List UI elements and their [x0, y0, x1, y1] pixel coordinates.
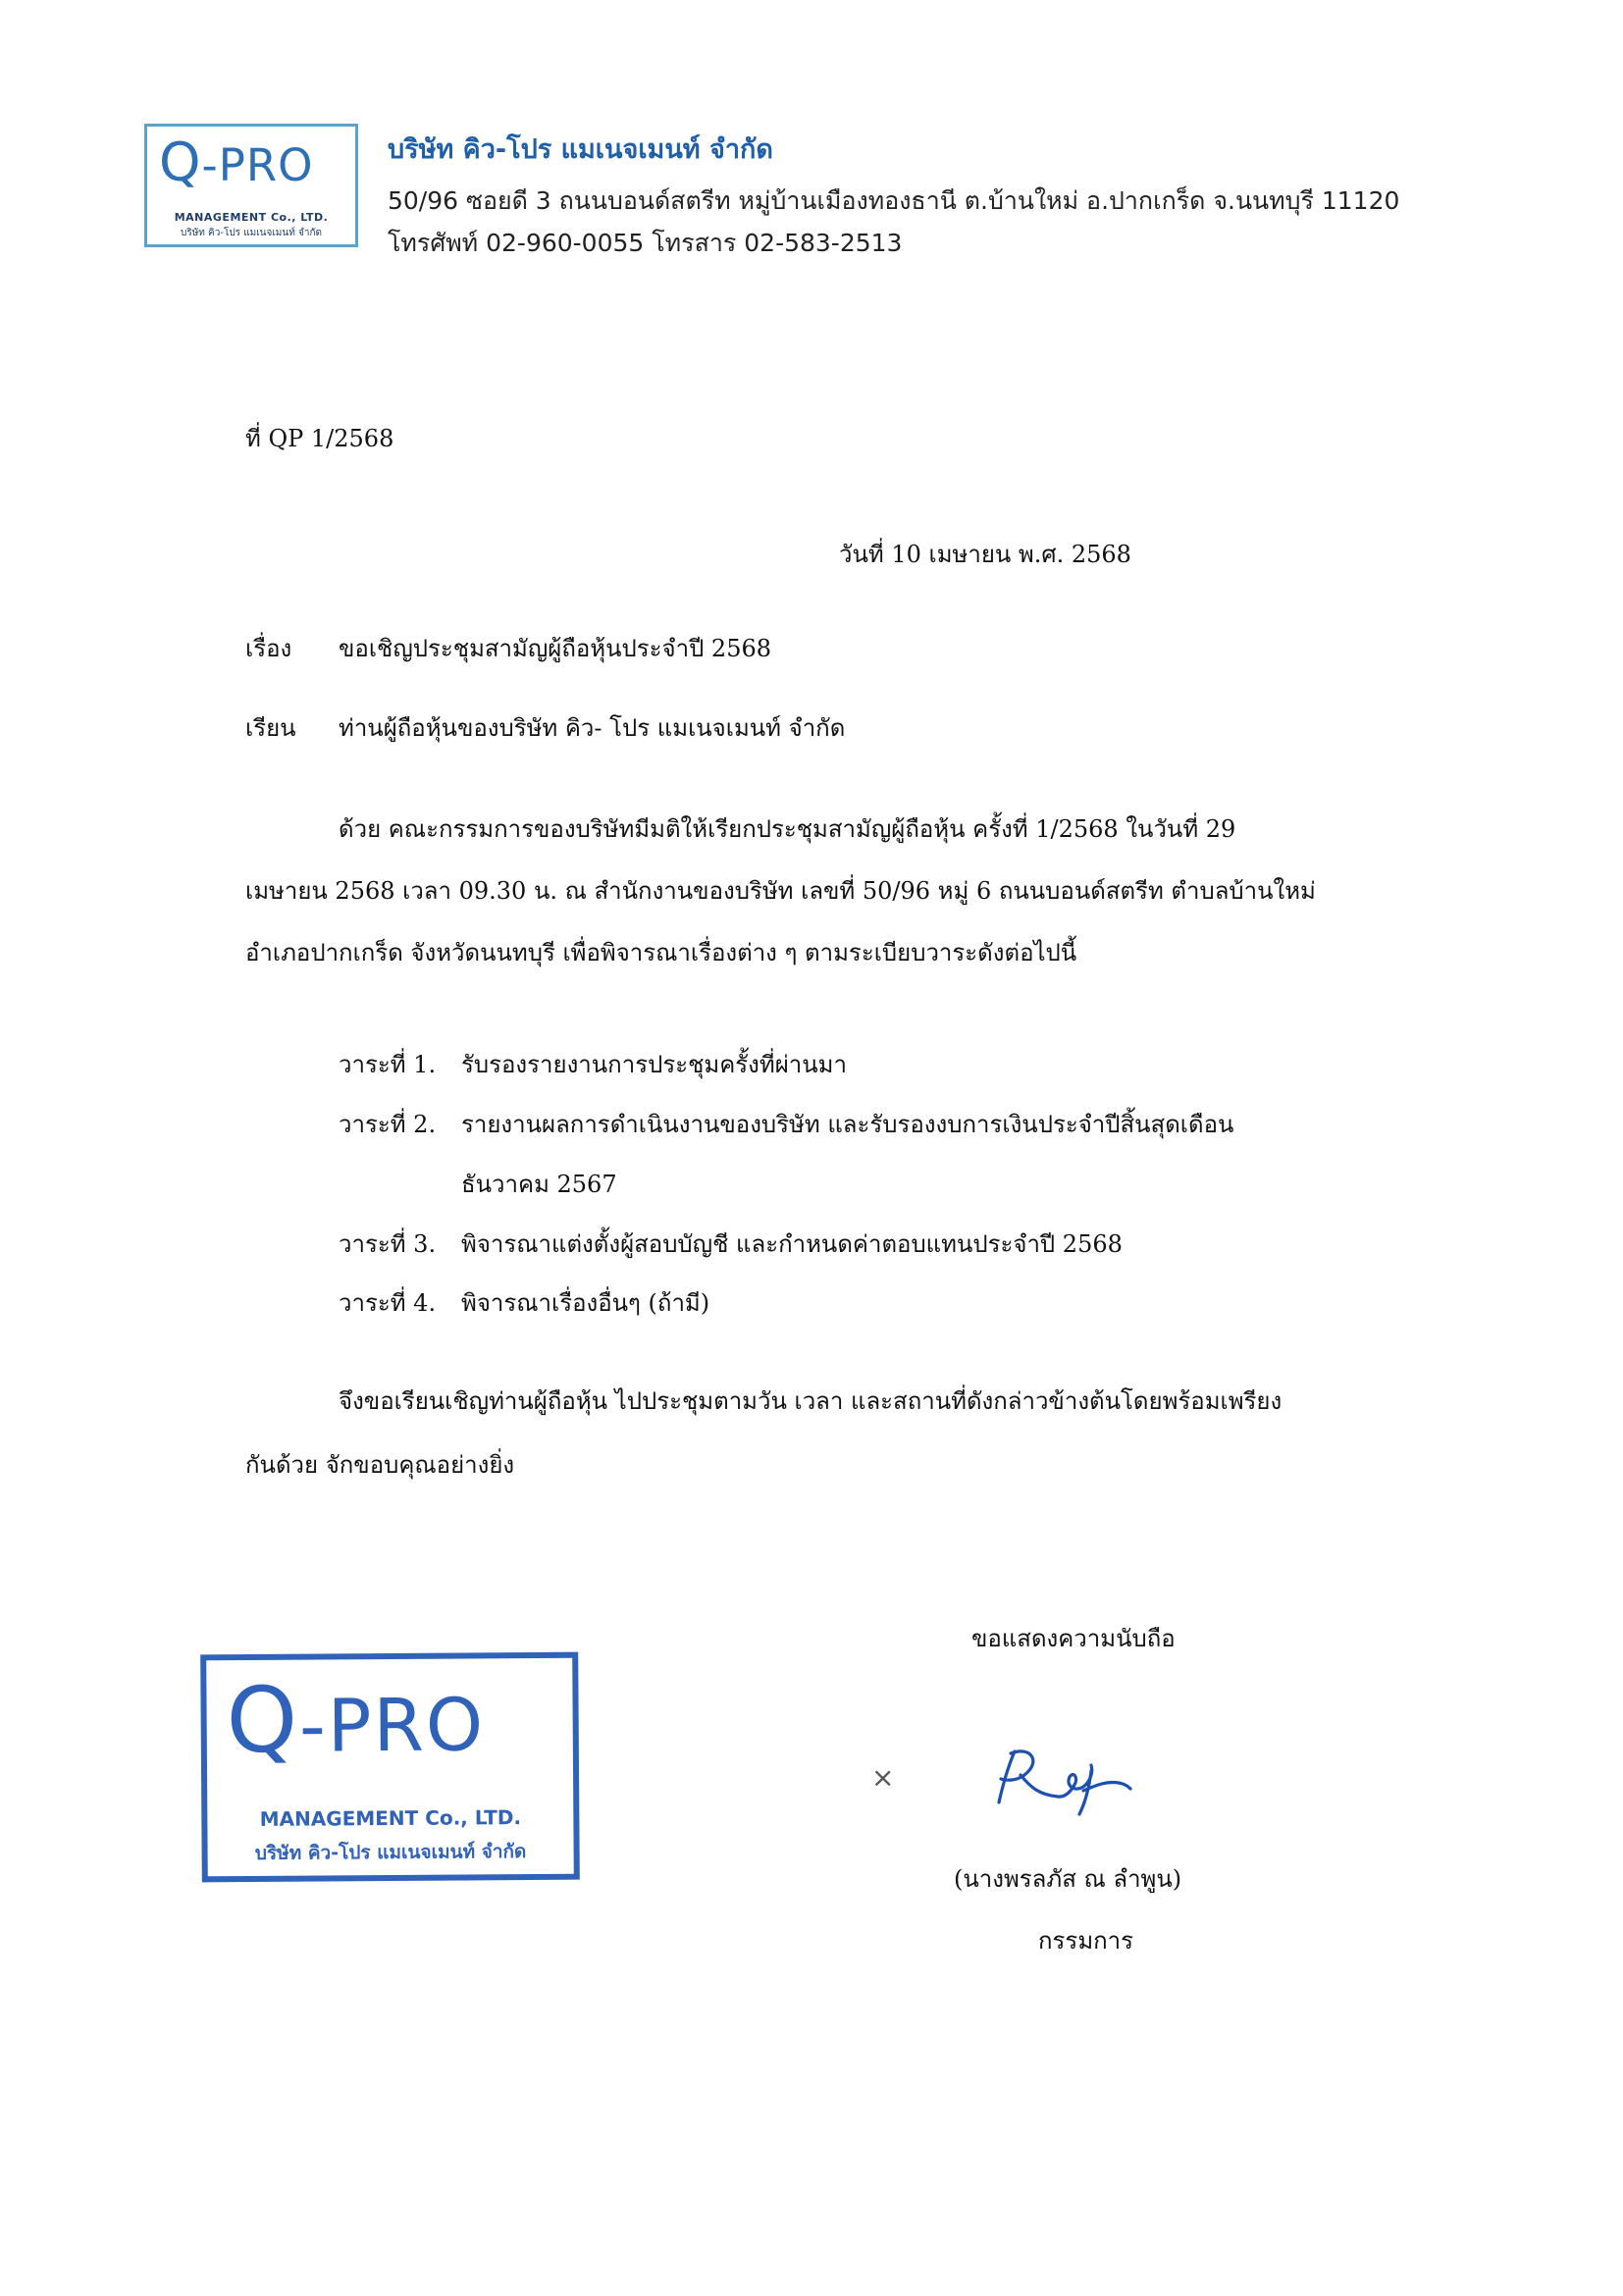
agenda-item: รับรองรายงานการประชุมครั้งที่ผ่านมา	[461, 1051, 847, 1078]
logo-wordmark	[159, 131, 314, 193]
company-phone: โทรศัพท์ 02-960-0055 โทรสาร 02-583-2513	[388, 229, 903, 257]
paragraph-line: ด้วย คณะกรรมการของบริษัทมีมติให้เรียกประชุมสามัญผู้ถือหุ้น ครั้งที่ 1/2568 ในวันที่ 29	[339, 815, 1236, 843]
agenda-item-continuation: ธันวาคม 2567	[461, 1171, 617, 1198]
sign-here-mark: ×	[871, 1761, 895, 1794]
stamp-text: -PRO	[298, 1683, 486, 1769]
agenda-label: วาระที่ 2.	[339, 1111, 437, 1138]
signer-name: (นางพรลภัส ณ ลำพูน)	[954, 1865, 1182, 1893]
closing-text: ขอแสดงความนับถือ	[971, 1625, 1176, 1652]
paragraph-line: จึงขอเรียนเชิญท่านผู้ถือหุ้น ไปประชุมตามวัน เวลา และสถานที่ดังกล่าวข้างต้นโดยพร้อมเพรียง	[339, 1387, 1283, 1415]
logo-text: -PRO	[201, 139, 314, 191]
letter-date: วันที่ 10 เมษายน พ.ศ. 2568	[839, 541, 1131, 568]
subject-label: เรื่อง	[245, 635, 292, 662]
handwritten-signature	[981, 1742, 1138, 1820]
company-stamp	[200, 1652, 580, 1883]
company-address: 50/96 ซอยดี 3 ถนนบอนด์สตรีท หมู่บ้านเมืองทองธานี ต.บ้านใหม่ อ.ปากเกร็ด จ.นนทบุรี 11120	[388, 186, 1400, 215]
agenda-item: พิจารณาเรื่องอื่นๆ (ถ้ามี)	[461, 1289, 710, 1317]
paragraph-line: อำเภอปากเกร็ด จังหวัดนนทบุรี เพื่อพิจารณาเรื่องต่าง ๆ ตามระเบียบวาระดังต่อไปนี้	[245, 939, 1077, 966]
reference-number: ที่ QP 1/2568	[245, 425, 394, 452]
company-logo	[144, 124, 358, 247]
recipient-label: เรียน	[245, 714, 296, 742]
stamp-letter: Q	[226, 1667, 300, 1774]
subject-text: ขอเชิญประชุมสามัญผู้ถือหุ้นประจำปี 2568	[339, 635, 772, 662]
paragraph-line: กันด้วย จักขอบคุณอย่างยิ่ง	[245, 1451, 515, 1479]
company-name: บริษัท คิว-โปร แมเนจเมนท์ จำกัด	[388, 134, 773, 165]
stamp-wordmark	[226, 1667, 486, 1774]
stamp-subtitle-th: บริษัท คิว-โปร แมเนจเมนท์ จำกัด	[254, 1841, 527, 1864]
agenda-label: วาระที่ 4.	[339, 1289, 437, 1317]
signer-position: กรรมการ	[1038, 1927, 1134, 1955]
agenda-label: วาระที่ 1.	[339, 1051, 437, 1078]
logo-subtitle-th: บริษัท คิว-โปร แมเนจเมนท์ จำกัด	[180, 228, 323, 238]
agenda-item: รายงานผลการดำเนินงานของบริษัท และรับรองงบการเงินประจำปีสิ้นสุดเดือน	[461, 1111, 1234, 1138]
logo-subtitle-en: MANAGEMENT Co., LTD.	[174, 211, 329, 224]
stamp-subtitle-en: MANAGEMENT Co., LTD.	[259, 1805, 522, 1831]
agenda-label: วาระที่ 3.	[339, 1230, 437, 1258]
agenda-item: พิจารณาแต่งตั้งผู้สอบบัญชี และกำหนดค่าตอบแทนประจำปี 2568	[461, 1230, 1123, 1258]
recipient-text: ท่านผู้ถือหุ้นของบริษัท คิว- โปร แมเนจเมนท์ จำกัด	[339, 714, 846, 742]
paragraph-line: เมษายน 2568 เวลา 09.30 น. ณ สำนักงานของบริษัท เลขที่ 50/96 หมู่ 6 ถนนบอนด์สตรีท ตำบลบ้านใหม่	[245, 877, 1316, 905]
logo-letter: Q	[159, 131, 202, 193]
